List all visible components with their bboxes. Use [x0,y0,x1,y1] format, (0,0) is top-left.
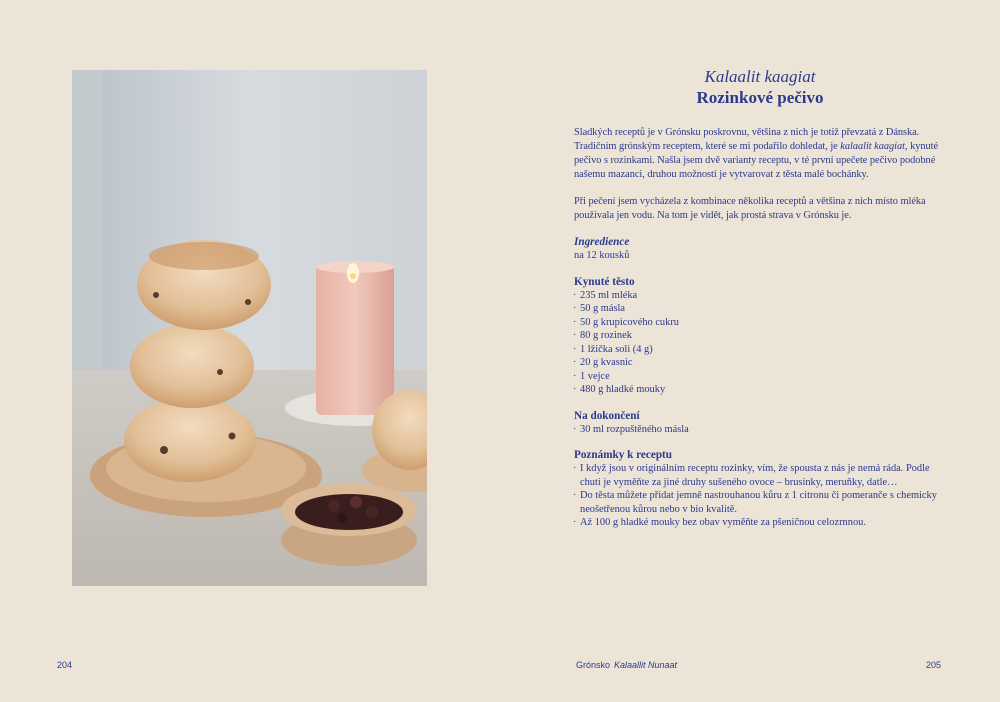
servings-text: na 12 kousků [574,250,630,261]
recipe-text-column [574,66,946,530]
running-footer [576,660,677,670]
intro-paragraph-1: Sladkých receptů je v Grónsku poskrovnu, většina z nich je totiž převzatá z Dánska. Tradičním grónským receptem, které se mi podařilo dohledat, je kalaalit kaagiat, kynuté pečivo s rozinkami. Našla jsem dvě varianty receptu, v té první upečete pečivo podobné našemu mazanci, druhou možností je vytvarovat z těsta malé bochánky. [574,127,939,180]
recipe-photo [72,70,427,586]
list-item: · 480 g hladké mouky [574,383,946,397]
footer-section-native: Kalaallit Nunaat [614,660,678,670]
list-item: · 80 g rozinek [574,329,946,343]
recipe-title-czech: Rozinkové pečivo [696,88,824,107]
page-number-left: 204 [57,660,73,670]
dough-heading: Kynuté těsto [574,275,635,288]
footer-section: Grónsko [576,660,611,670]
list-item: · Do těsta můžete přidat jemně nastrouhanou kůru z 1 citronu či pomeranče s chemicky neošetřenou kůrou nebo v bio kvalitě. [574,489,946,516]
list-item: · 235 ml mléka [574,289,946,303]
ingredients-heading: Ingredience [574,236,630,248]
page-number-right: 205 [926,660,942,670]
list-item: · 50 g krupicového cukru [574,316,946,330]
notes-heading: Poznámky k receptu [574,449,672,461]
list-item: · 20 g kvasnic [574,356,946,370]
notes-list [574,462,946,530]
list-item: · 30 ml rozpuštěného másla [574,423,946,437]
list-item: · 50 g másla [574,302,946,316]
list-item: · 1 lžička soli (4 g) [574,343,946,357]
recipe-title-greenlandic: Kalaalit kaagiat [704,67,816,86]
list-item: · I když jsou v originálním receptu rozinky, vím, že spousta z nás je nemá ráda. Podle chuti je vyměňte za jiné druhy sušeného ovoce – brusinky, meruňky, datle… [574,462,946,489]
list-item: · 1 vejce [574,370,946,384]
raisin-buns-photo [72,70,427,586]
intro-paragraph-2: Při pečení jsem vycházela z kombinace několika receptů a většina z nich místo mléka používala jen vodu. Na tom je vidět, jak prostá strava v Grónsku je. [574,196,926,221]
finish-list [574,423,946,437]
dough-list [574,289,946,397]
finish-heading: Na dokončení [574,409,640,422]
list-item: · Až 100 g hladké mouky bez obav vyměňte za pšeničnou celozrnnou. [574,516,946,530]
